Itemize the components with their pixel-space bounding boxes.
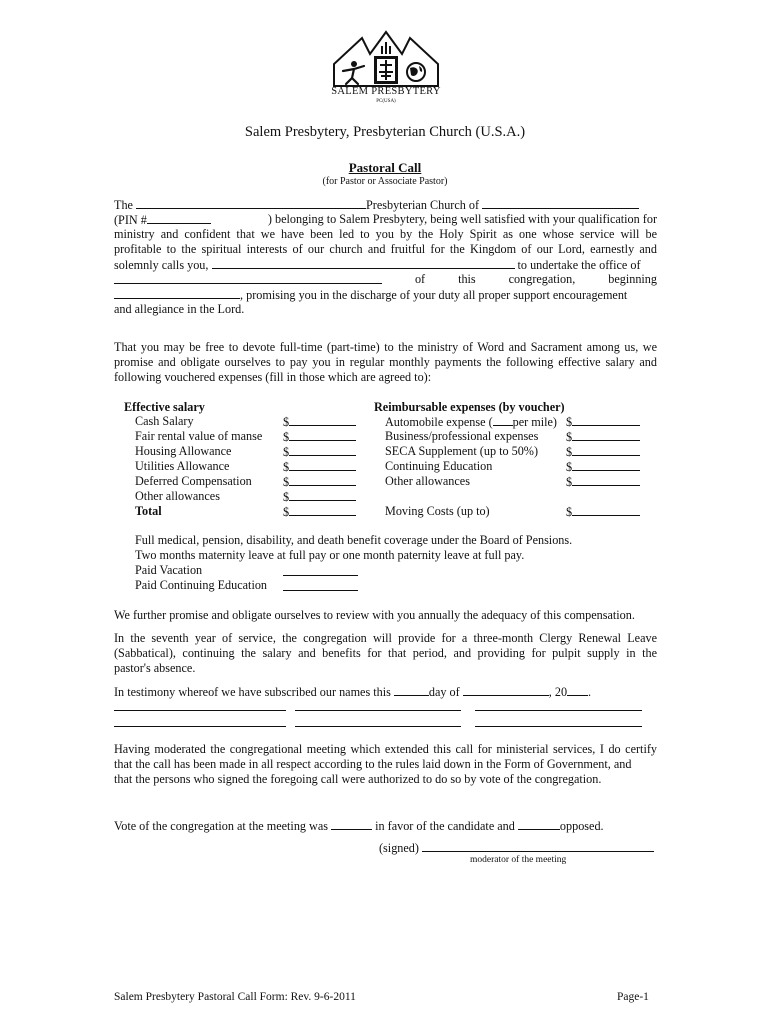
- congregation-signature-line[interactable]: [295, 710, 461, 711]
- logo-emblem-icon: [326, 28, 446, 94]
- logo-name: SALEM PRESBYTERY: [331, 86, 441, 97]
- salary-amount-field[interactable]: $: [283, 414, 356, 430]
- salary-heading: Effective salary: [124, 400, 205, 414]
- church-location-field[interactable]: [482, 197, 639, 209]
- moving-amount-field[interactable]: $: [566, 504, 640, 520]
- salary-item: Fair rental value of manse: [135, 429, 263, 443]
- benefits-line-2: Two months maternity leave at full pay or one month paternity leave at full pay.: [135, 548, 525, 562]
- paid-continuing-ed-field[interactable]: [283, 579, 358, 591]
- moderator-signed-line: (signed): [379, 840, 654, 856]
- expenses-heading: Reimbursable expenses (by voucher): [374, 400, 565, 414]
- compensation-intro: That you may be free to devote full-time (part-time) to the ministry of Word and Sacrament among us, we promise and obligate ourselves to pay you in regular monthly payments the following effective salary and following vouchered expenses (fill in those which are agreed to):: [114, 340, 657, 384]
- salary-item: Cash Salary: [135, 414, 194, 428]
- footer-form-revision: Salem Presbytery Pastoral Call Form: Rev. 9-6-2011: [114, 991, 356, 1003]
- expense-item-moving: Moving Costs (up to): [385, 504, 490, 518]
- moderator-caption: moderator of the meeting: [470, 855, 567, 865]
- expense-amount-field[interactable]: $: [566, 444, 640, 460]
- expense-amount-field[interactable]: $: [566, 414, 640, 430]
- presbytery-logo: [326, 28, 446, 108]
- votes-opposed-field[interactable]: [518, 818, 560, 830]
- salary-amount-field[interactable]: $: [283, 459, 356, 475]
- expense-amount-field[interactable]: $: [566, 459, 640, 475]
- testimony-month-field[interactable]: [463, 684, 549, 696]
- moderator-signature-field[interactable]: [422, 840, 654, 852]
- salary-amount-field[interactable]: $: [283, 474, 356, 490]
- expense-amount-field[interactable]: $: [566, 429, 640, 445]
- salary-item: Utilities Allowance: [135, 459, 230, 473]
- start-date-field[interactable]: [114, 287, 240, 299]
- expense-item-automobile: Automobile expense ( per mile): [385, 415, 557, 429]
- testimony-year-field[interactable]: [567, 684, 588, 696]
- intro-line-7: , promising you in the discharge of your duty all proper support encouragement: [114, 287, 627, 303]
- salary-amount-field[interactable]: $: [283, 489, 356, 505]
- expense-item: Business/professional expenses: [385, 429, 539, 443]
- salary-item: Housing Allowance: [135, 444, 232, 458]
- doc-subtitle: (for Pastor or Associate Pastor): [322, 176, 448, 187]
- paid-vacation-label: Paid Vacation: [135, 563, 203, 577]
- intro-line-6: of this congregation, beginning: [114, 272, 657, 287]
- calls-you-field[interactable]: [212, 257, 515, 269]
- paid-continuing-ed-label: Paid Continuing Education: [135, 578, 268, 592]
- salary-amount-field[interactable]: $: [283, 444, 356, 460]
- paid-vacation-field[interactable]: [283, 564, 358, 576]
- congregation-signature-line[interactable]: [114, 726, 286, 727]
- footer-page-number: Page-1: [617, 991, 649, 1003]
- salary-item: Other allowances: [135, 489, 220, 503]
- office-field[interactable]: [114, 272, 382, 284]
- logo-tagline: PC(USA): [376, 99, 396, 104]
- expense-item: SECA Supplement (up to 50%): [385, 444, 539, 458]
- salary-total-field[interactable]: $: [283, 504, 356, 520]
- pin-field[interactable]: [147, 212, 211, 224]
- pastor-name-field[interactable]: [136, 197, 366, 209]
- moderator-certification: Having moderated the congregational meeting which extended this call for ministerial services, I do certify that the call has been made in all respect according to the rules laid down in the Form of Government, and that the persons who signed the foregoing call were authorized to do so by vote of the congregation.: [114, 742, 657, 786]
- review-statement: We further promise and obligate ourselves to review with you annually the adequacy of this compensation.: [114, 608, 635, 622]
- doc-title: Pastoral Call: [348, 160, 422, 175]
- expense-item: Continuing Education: [385, 459, 493, 473]
- salary-item: Deferred Compensation: [135, 474, 252, 488]
- congregation-signature-line[interactable]: [475, 710, 642, 711]
- intro-line-2: (PIN # ) belonging to Salem Presbytery, being well satisfied with your qualification for: [114, 212, 657, 227]
- org-title: Salem Presbytery, Presbyterian Church (U.S.A.): [244, 124, 526, 140]
- mileage-rate-field[interactable]: [493, 414, 513, 426]
- congregation-signature-line[interactable]: [114, 710, 286, 711]
- intro-line-5: solemnly calls you, to undertake the office of: [114, 258, 641, 272]
- testimony-line: In testimony whereof we have subscribed our names this day of , 20 .: [114, 685, 592, 699]
- vote-line: Vote of the congregation at the meeting was in favor of the candidate and opposed.: [114, 819, 604, 833]
- salary-total-label: Total: [135, 504, 162, 518]
- testimony-day-field[interactable]: [394, 684, 429, 696]
- salary-amount-field[interactable]: $: [283, 429, 356, 445]
- intro-line-8: and allegiance in the Lord.: [114, 302, 245, 316]
- congregation-signature-line[interactable]: [475, 726, 642, 727]
- intro-body: ministry and confident that we have been led to you by the Holy Spirit as one whose service will be profitable to the spiritual interests of our church and fruitful for the Kingdom of our Lord, earnestly and: [114, 227, 657, 256]
- intro-line-1: The Presbyterian Church of: [114, 197, 639, 213]
- sabbatical-paragraph: In the seventh year of service, the congregation will provide for a three-month Clergy Renewal Leave (Sabbatical), continuing the salary and benefits for that period, and providing for pulpit supply in the pastor's absence.: [114, 631, 657, 675]
- expense-item: Other allowances: [385, 474, 470, 488]
- benefits-line-1: Full medical, pension, disability, and death benefit coverage under the Board of Pensions.: [135, 533, 573, 547]
- votes-in-favor-field[interactable]: [331, 818, 372, 830]
- congregation-signature-line[interactable]: [295, 726, 461, 727]
- expense-amount-field[interactable]: $: [566, 474, 640, 490]
